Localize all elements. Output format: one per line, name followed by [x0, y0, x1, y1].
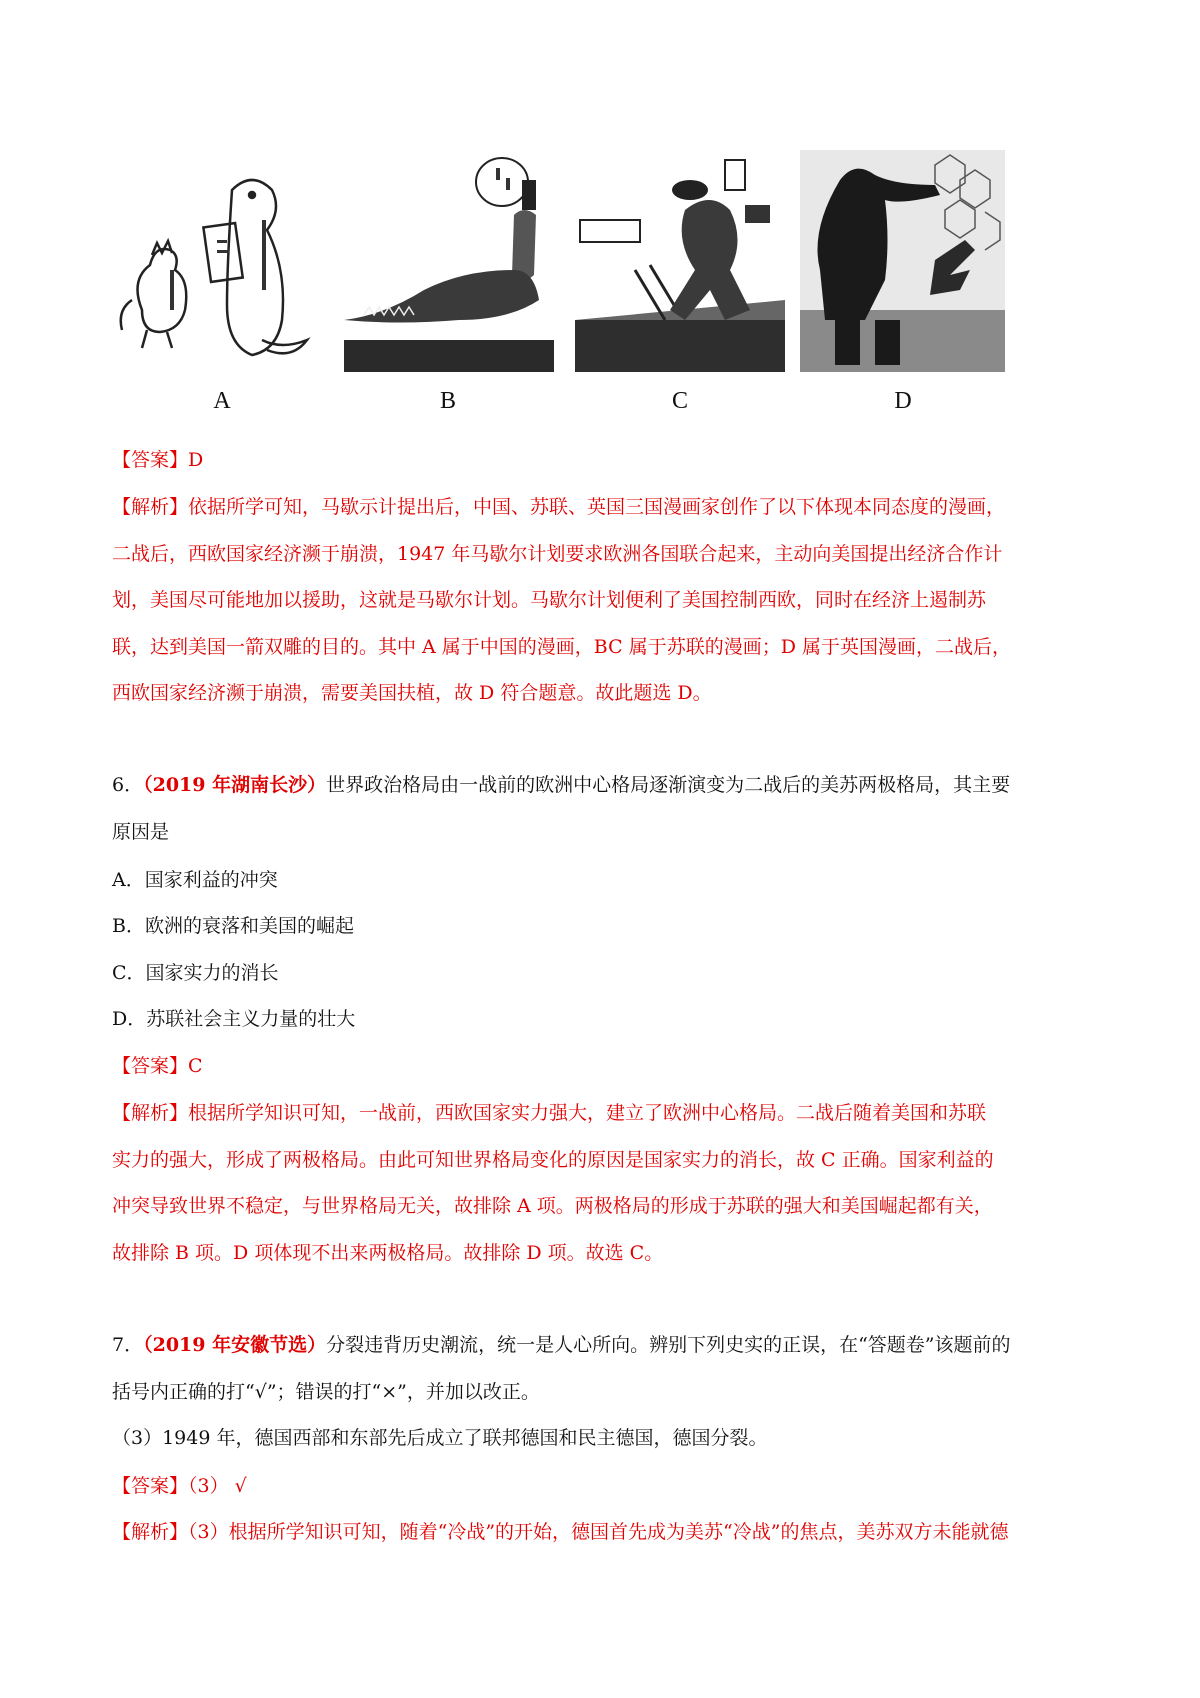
analysis-tag: 【解析】 — [112, 496, 189, 518]
q5-analysis-line: 西欧国家经济濒于崩溃，需要美国扶植，故 D 符合题意。故此题选 D。 — [112, 682, 712, 704]
cartoon-a-image — [112, 150, 327, 372]
q5-analysis-line: 联，达到美国一箭双雕的目的。其中 A 属于中国的漫画，BC 属于苏联的漫画；D 属于英国漫画，二战后， — [112, 636, 1011, 658]
answer-value: D — [188, 449, 204, 471]
q6-option-d: D．苏联社会主义力量的壮大 — [112, 1008, 356, 1030]
q6-analysis-line — [112, 1102, 1097, 1124]
q5-answer — [112, 449, 1097, 471]
q7-item: （3）1949 年，德国西部和东部先后成立了联邦德国和民主德国，德国分裂。 — [112, 1427, 768, 1449]
question-stem: 分裂违背历史潮流，统一是人心所向。辨别下列史实的正误，在“答题卷”该题前的 — [326, 1334, 1011, 1356]
q7-stem-cont: 括号内正确的打“√”；错误的打“×”，并加以改正。 — [112, 1381, 540, 1403]
cartoon-a-caption: A — [213, 388, 231, 414]
q6-answer — [112, 1055, 1097, 1077]
q6-analysis-line: 故排除 B 项。D 项体现不出来两极格局。故排除 D 项。故选 C。 — [112, 1242, 664, 1264]
q6-analysis-line: 实力的强大，形成了两极格局。由此可知世界格局变化的原因是国家实力的消长，故 C 正确。国家利益的 — [112, 1149, 994, 1171]
analysis-text: 依据所学可知，马歇示计提出后，中国、苏联、英国三国漫画家创作了以下体现本同态度的漫画， — [188, 496, 1006, 518]
cartoon-strip — [112, 150, 1100, 420]
q7-answer — [112, 1475, 1097, 1497]
q6-option-a: A．国家利益的冲突 — [112, 869, 278, 891]
q6-option-c: C．国家实力的消长 — [112, 962, 279, 984]
question-source: （2019 年安徽节选） — [143, 1334, 327, 1356]
question-number: 7． — [112, 1334, 144, 1356]
answer-tag: 【答案】 — [112, 1475, 189, 1497]
q5-analysis-line: 划，美国尽可能地加以援助，这就是马歇尔计划。马歇尔计划便利了美国控制西欧，同时在经济上遏制苏 — [112, 589, 987, 611]
q5-analysis-line: 二战后，西欧国家经济濒于崩溃，1947 年马歇尔计划要求欧洲各国联合起来，主动向美国提出经济合作计 — [112, 543, 1003, 565]
question-source: （2019 年湖南长沙） — [143, 774, 327, 796]
question-stem: 世界政治格局由一战前的欧洲中心格局逐渐演变为二战后的美苏两极格局，其主要 — [326, 774, 1011, 796]
q6-option-b: B．欧洲的衰落和美国的崛起 — [112, 915, 354, 937]
q5-analysis-line — [112, 496, 1097, 518]
analysis-text: 根据所学知识可知，一战前，西欧国家实力强大，建立了欧洲中心格局。二战后随着美国和苏联 — [188, 1102, 987, 1124]
answer-value: （3） √ — [188, 1475, 247, 1497]
cartoon-d-caption: D — [894, 388, 912, 414]
cartoon-b-image — [344, 150, 554, 372]
analysis-tag: 【解析】 — [112, 1102, 189, 1124]
answer-tag: 【答案】 — [112, 1055, 189, 1077]
question-number: 6． — [112, 774, 144, 796]
analysis-tag: 【解析】 — [112, 1521, 189, 1543]
answer-tag: 【答案】 — [112, 449, 189, 471]
answer-value: C — [188, 1055, 203, 1077]
cartoon-c-caption: C — [671, 388, 688, 414]
q7-analysis-line — [112, 1521, 1097, 1543]
cartoon-d-image — [800, 150, 1005, 372]
q6-stem — [112, 774, 1097, 796]
q7-stem — [112, 1334, 1097, 1356]
cartoon-c-image — [575, 150, 785, 372]
q6-analysis-line: 冲突导致世界不稳定，与世界格局无关，故排除 A 项。两极格局的形成于苏联的强大和美国崛起都有关， — [112, 1195, 993, 1217]
cartoon-b-caption: B — [439, 388, 456, 414]
q6-stem-cont: 原因是 — [112, 821, 170, 843]
analysis-text: （3）根据所学知识可知，随着“冷战”的开始，德国首先成为美苏“冷战”的焦点，美苏双方未能就德 — [188, 1521, 1009, 1543]
